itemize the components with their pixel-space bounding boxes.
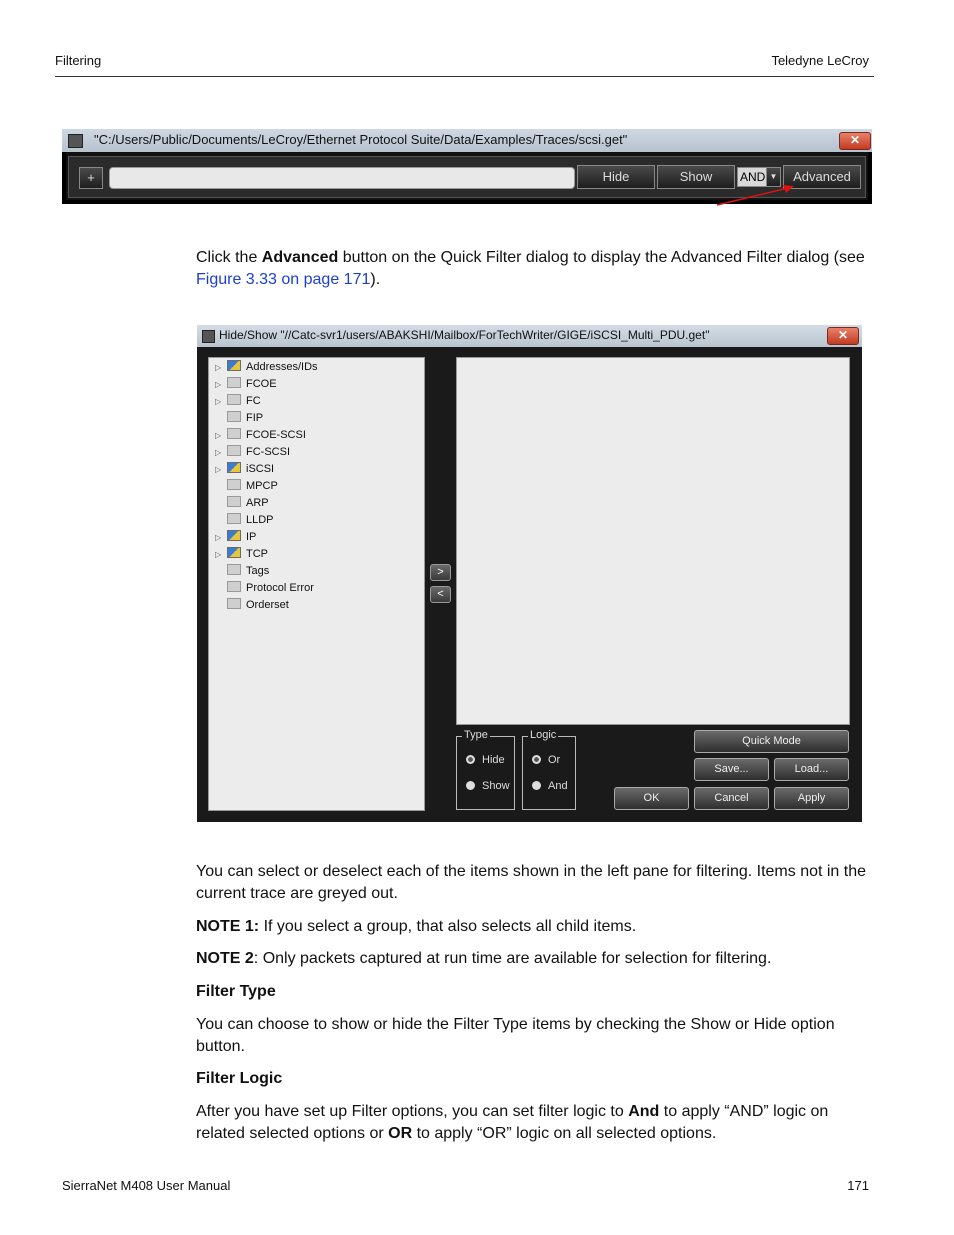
close-icon[interactable]: ✕ (827, 327, 859, 345)
tree-item[interactable] (215, 597, 318, 614)
tree-item-label: Tags (246, 565, 270, 577)
radio-icon (532, 781, 541, 790)
move-left-button[interactable]: < (430, 586, 451, 603)
tree-item[interactable] (215, 359, 318, 376)
type-group-label: Type (464, 729, 488, 741)
advanced-dialog-title: Hide/Show "//Catc-svr1/users/ABAKSHI/Mailbox/ForTechWriter/GIGE/iSCSI_Multi_PDU.get" (219, 328, 710, 342)
expand-arrow-icon[interactable]: ▷ (215, 397, 222, 406)
tree-item[interactable] (215, 580, 318, 597)
close-icon[interactable]: ✕ (839, 132, 871, 150)
chevron-down-icon[interactable]: ▼ (766, 167, 781, 187)
folder-icon (227, 598, 241, 609)
expand-arrow-icon[interactable]: ▷ (215, 533, 222, 542)
apply-button[interactable]: Apply (774, 787, 849, 810)
add-filter-button[interactable]: + (79, 167, 103, 189)
expand-arrow-icon[interactable]: ▷ (215, 550, 222, 559)
running-header-left: Filtering (55, 53, 102, 68)
expand-arrow-icon[interactable]: ▷ (215, 380, 222, 389)
tree-item[interactable] (215, 376, 318, 393)
logic-group-label: Logic (530, 729, 557, 741)
intro-paragraph: Click the Advanced button on the Quick Filter dialog to display the Advanced Filter dialog (see Figure 3.33 on page 171). (196, 249, 865, 288)
tree-item-label: FCOE-SCSI (246, 429, 306, 441)
logic-select[interactable]: AND (737, 167, 767, 187)
tree-item[interactable] (215, 461, 318, 478)
folder-icon (227, 445, 241, 456)
radio-icon (466, 781, 475, 790)
folder-icon (227, 564, 241, 575)
note-1: NOTE 1: If you select a group, that also selects all child items. (196, 918, 637, 935)
save-button[interactable]: Save... (694, 758, 769, 781)
tree-item-label: TCP (246, 548, 268, 560)
tree-item-label: Protocol Error (246, 582, 314, 594)
pointer-arrow-icon (700, 176, 810, 210)
logic-and-radio[interactable]: And (532, 780, 568, 792)
expand-arrow-icon[interactable]: ▷ (215, 465, 222, 474)
quick-filter-titlebar (62, 129, 872, 152)
filter-type-paragraph: You can choose to show or hide the Filter Type items by checking the Show or Hide option button. (196, 1016, 835, 1055)
tree-item[interactable] (215, 393, 318, 410)
selection-paragraph: You can select or deselect each of the items shown in the left pane for filtering. Items not in the current trace are greyed out. (196, 863, 867, 902)
type-show-radio[interactable]: Show (466, 780, 510, 792)
running-header-right: Teledyne LeCroy (771, 53, 869, 68)
expand-arrow-icon[interactable]: ▷ (215, 363, 222, 372)
folder-icon (227, 530, 241, 541)
tree-item-label: Addresses/IDs (246, 361, 318, 373)
advanced-dialog-titlebar (197, 325, 862, 347)
heading-filter-type: Filter Type (196, 983, 276, 1000)
app-icon (202, 330, 215, 343)
heading-filter-logic: Filter Logic (196, 1070, 283, 1087)
advanced-filter-screenshot (197, 325, 862, 822)
tree-item-label: ARP (246, 497, 269, 509)
tree-item-label: MPCP (246, 480, 278, 492)
type-hide-radio[interactable]: Hide (466, 754, 505, 766)
quick-filter-input[interactable] (109, 167, 575, 189)
tree-item-label: LLDP (246, 514, 274, 526)
tree-item-label: iSCSI (246, 463, 275, 475)
tree-item-label: FC (246, 395, 261, 407)
folder-icon (227, 479, 241, 490)
filter-tree (215, 359, 318, 614)
tree-item-label: IP (246, 531, 257, 543)
tree-item-label: Orderset (246, 599, 289, 611)
folder-icon (227, 411, 241, 422)
advanced-button[interactable]: Advanced (783, 165, 861, 189)
tree-item[interactable] (215, 512, 318, 529)
folder-icon (227, 513, 241, 524)
move-right-button[interactable]: > (430, 564, 451, 581)
tree-item[interactable] (215, 563, 318, 580)
tree-item[interactable] (215, 444, 318, 461)
folder-icon (227, 360, 241, 371)
hide-button[interactable]: Hide (577, 165, 655, 189)
quick-mode-button[interactable]: Quick Mode (694, 730, 849, 753)
logic-or-radio[interactable]: Or (532, 754, 560, 766)
folder-icon (227, 377, 241, 388)
tree-item[interactable] (215, 495, 318, 512)
footer-title: SierraNet M408 User Manual (62, 1178, 231, 1193)
header-rule (55, 76, 874, 77)
tree-item[interactable] (215, 546, 318, 563)
filter-logic-paragraph: After you have set up Filter options, you can set filter logic to And to apply “AND” logic on related selected options or OR to apply “OR” logic on all selected options. (196, 1103, 829, 1142)
expand-arrow-icon[interactable]: ▷ (215, 448, 222, 457)
logic-group (522, 736, 576, 810)
folder-icon (227, 547, 241, 558)
page-number: 171 (847, 1178, 869, 1193)
note-2: NOTE 2: Only packets captured at run time are available for selection for filtering. (196, 950, 772, 967)
tree-item-label: FIP (246, 412, 264, 424)
tree-item[interactable] (215, 478, 318, 495)
radio-selected-icon (466, 755, 475, 764)
figure-link[interactable]: Figure 3.33 on page 171 (196, 271, 371, 288)
show-button[interactable]: Show (657, 165, 735, 189)
tree-item[interactable] (215, 529, 318, 546)
cancel-button[interactable]: Cancel (694, 787, 769, 810)
selected-filters-pane (456, 357, 850, 725)
quick-filter-title: "C:/Users/Public/Documents/LeCroy/Ethernet Protocol Suite/Data/Examples/Traces/scsi.get" (94, 132, 628, 147)
radio-selected-icon (532, 755, 541, 764)
filter-tree-pane (208, 357, 425, 811)
folder-icon (227, 581, 241, 592)
tree-item-label: FC-SCSI (246, 446, 290, 458)
folder-icon (227, 394, 241, 405)
load-button[interactable]: Load... (774, 758, 849, 781)
type-group (456, 736, 515, 810)
tree-item[interactable] (215, 410, 318, 427)
folder-icon (227, 462, 241, 473)
ok-button[interactable]: OK (614, 787, 689, 810)
tree-item[interactable] (215, 427, 318, 444)
expand-arrow-icon[interactable]: ▷ (215, 431, 222, 440)
folder-icon (227, 496, 241, 507)
tree-item-label: FCOE (246, 378, 277, 390)
app-icon (68, 134, 83, 148)
folder-icon (227, 428, 241, 439)
